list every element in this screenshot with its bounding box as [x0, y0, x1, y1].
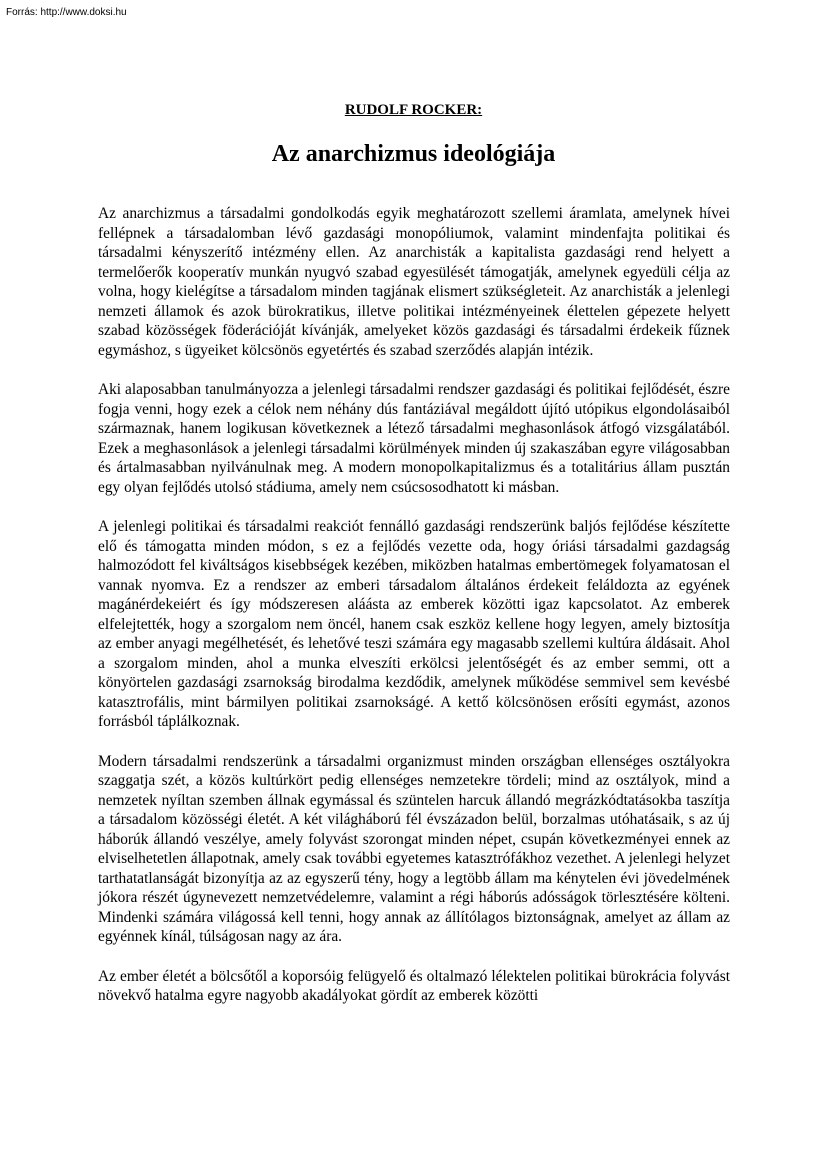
paragraph: Modern társadalmi rendszerünk a társadalmi organizmust minden országban ellenséges osztályokra szaggatja szét, a közös kultúrkört pedig ellenséges nemzetekre tördeli; mind az osztályok, mind a nemzetek nyíltan szemben állnak egymással és szüntelen harcuk állandó megrázkódtatásokba taszítja a társadalom közösségi életét. A két világháború fél évszázadon belül, borzalmas utóhatásaik, s az új háborúk állandó veszélye, amely folyvást szorongat minden népet, csupán következményei ennek az elviselhetetlen állapotnak, amely csak további egyetemes katasztrófákhoz vezethet. A jelenlegi helyzet tarthatatlanságát bizonyítja az az egyszerű tény, hogy a legtöbb állam ma kénytelen évi jövedelmének jókora részét úgynevezett nemzetvédelemre, valamint a régi háborús adósságok törlesztésére költeni. Mindenki számára világossá kell tenni, hogy annak az állítólagos biztonságnak, amelyet az állam az egyénnek kínál, túlságosan nagy az ára.	[98, 752, 730, 945]
document-body	[98, 204, 730, 1026]
paragraph: Aki alaposabban tanulmányozza a jelenlegi társadalmi rendszer gazdasági és politikai fejlődését, észre fogja venni, hogy ezek a célok nem néhány dús fantáziával megáldott újító utópikus elgondolásaiból származnak, hanem logikusan következnek a létező társadalmi meghasonlások átfogó vizsgálatából. Ezek a meghasonlások a jelenlegi társadalmi körülmények minden új szakaszában egyre világosabban és ártalmasabban nyilvánulnak meg. A modern monopolkapitalizmus és a totalitárius állam pusztán egy olyan fejlődés utolsó stádiuma, amely nem csúcsosodhatott ki másban.	[98, 381, 730, 496]
author-heading: RUDOLF ROCKER:	[344, 102, 483, 118]
paragraph: Az anarchizmus a társadalmi gondolkodás egyik meghatározott szellemi áramlata, amelynek hívei fellépnek a társadalomban lévő gazdasági monopóliumok, valamint mindenfajta politikai és társadalmi kényszerítő intézmény ellen. Az anarchisták a kapitalista gazdasági rend helyett a termelőerők kooperatív munkán nyugvó szabad egyesülését támogatják, amelynek egyedüli célja az volna, hogy kielégítse a társadalom minden tagjának elismert szükségleteit. Az anarchisták a jelenlegi nemzeti államok és azok bürokratikus, illetve politikai intézményeinek élettelen gépezete helyett szabad közösségek föderációját kívánják, amelyeket közös gazdasági és társadalmi érdekeik fűznek egymáshoz, s ügyeiket kölcsönös egyetértés és szabad szerződés alapján intézik.	[98, 205, 730, 359]
source-url: Forrás: http://www.doksi.hu	[6, 7, 127, 18]
document-title: Az anarchizmus ideológiája	[271, 141, 556, 167]
paragraph: Az ember életét a bölcsőtől a koporsóig felügyelő és oltalmazó lélektelen politikai bürokrácia folyvást növekvő hatalma egyre nagyobb akadályokat gördít az emberek közötti	[98, 967, 730, 1004]
paragraph: A jelenlegi politikai és társadalmi reakciót fennálló gazdasági rendszerünk baljós fejlődése készítette elő és támogatta minden módon, s ez a fejlődés vezette oda, hogy óriási társadalmi gazdagság halmozódott fel kiváltságos kisebbségek kezében, miközben hatalmas embertömegek folyamatosan el vannak nyomva. Ez a rendszer az emberi társadalom általános érdekeit feláldozta az egyének magánérdekeiért és így módszeresen aláásta az emberek közötti igaz kapcsolatot. Az emberek elfelejtették, hogy a szorgalom nem öncél, hanem csak eszköz kellene hogy legyen, amely biztosítja az ember anyagi megélhetését, és lehetővé teszi számára egy magasabb szellemi kultúra áldásait. Ahol a szorgalom minden, ahol a munka elveszíti erkölcsi jelentőségét és az ember semmi, ott a könyörtelen gazdasági zsarnokság birodalma kezdődik, amelynek működése semmivel sem kevésbé katasztrofális, mint bármilyen politikai zsarnokságé. A kettő kölcsönösen erősíti egymást, azonos forrásból táplálkoznak.	[98, 518, 730, 730]
